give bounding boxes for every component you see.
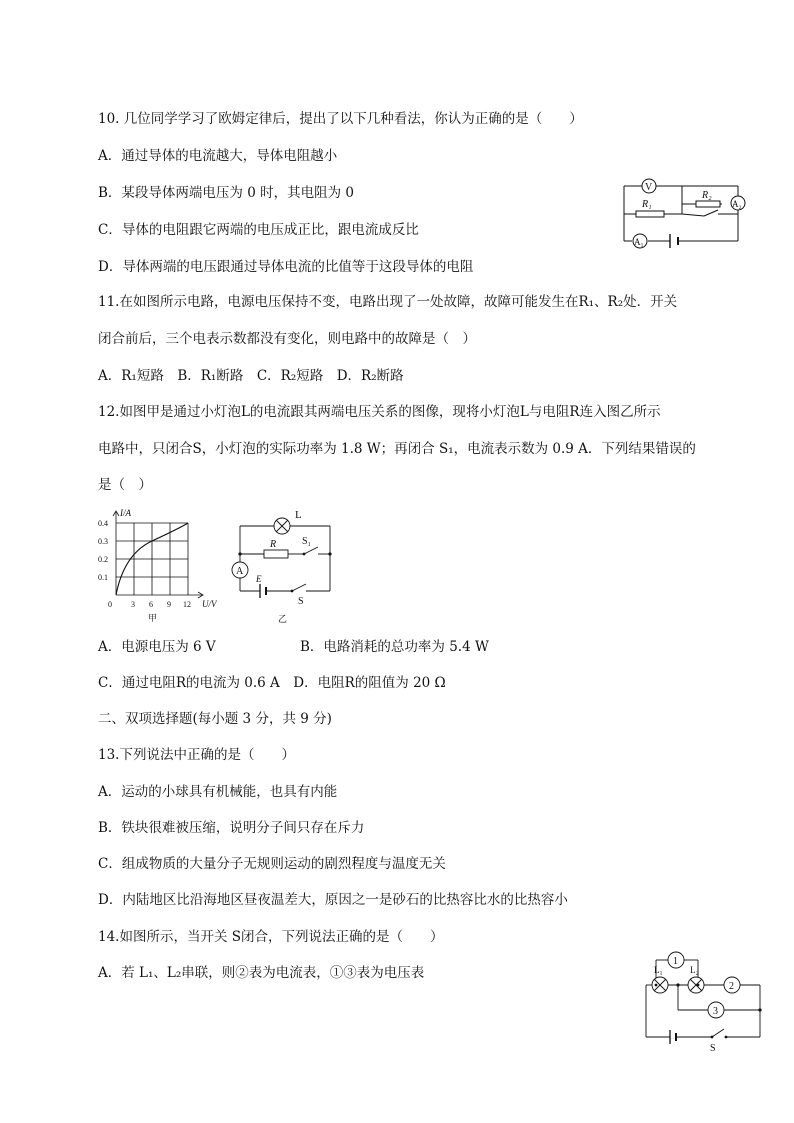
q11-options: A．R₁短路 B．R₁断路 C．R₂短路 D．R₂断路 xyxy=(98,368,404,384)
q10-option-d: D．导体两端的电压跟通过导体电流的比值等于这段导体的电阻 xyxy=(98,259,474,275)
graph-xlabel: U/V xyxy=(202,599,217,609)
q13-option-c: C．组成物质的大量分子无规则运动的剧烈程度与温度无关 xyxy=(98,856,446,872)
ytick: 0.2 xyxy=(98,555,108,564)
xtick: 12 xyxy=(183,600,191,609)
xtick: 0 xyxy=(108,600,112,609)
meter-2-label: 2 xyxy=(729,981,734,992)
q12-stem-line1: 12.如图甲是通过小灯泡L的电流跟其两端电压关系的图像，现将小灯泡L与电阻R连入图乙所示 xyxy=(98,404,661,420)
ammeter-label: A xyxy=(236,566,244,577)
circuit-caption: 乙 xyxy=(278,614,288,624)
q11-stem-line1: 11.在如图所示电路，电源电压保持不变，电路出现了一处故障，故障可能发生在R₁、R₂处．开关 xyxy=(98,294,678,310)
q12-option-a: A．电源电压为 6 V xyxy=(98,639,216,655)
xtick: 3 xyxy=(131,600,135,609)
q14-stem: 14.如图所示，当开关 S闭合，下列说法正确的是（ ） xyxy=(98,929,444,945)
q10-option-b: B．某段导体两端电压为 0 时，其电阻为 0 xyxy=(98,185,354,201)
meter-3-label: 3 xyxy=(713,1006,718,1017)
q13-option-a: A．运动的小球具有机械能，也具有内能 xyxy=(98,784,338,800)
meter-1-label: 1 xyxy=(673,956,678,967)
graph-caption: 甲 xyxy=(148,613,158,623)
switch-label: S xyxy=(298,596,304,607)
q10-option-a: A．通过导体的电流越大，导体电阻越小 xyxy=(98,148,338,164)
q10-option-c: C．导体的电阻跟它两端的电压成正比，跟电流成反比 xyxy=(98,222,419,238)
r1-label: R₁ xyxy=(642,199,652,210)
q12-option-cd: C．通过电阻R的电流为 0.6 A D．电阻R的阻值为 20 Ω xyxy=(98,675,446,691)
q12-stem-line3: 是（ ） xyxy=(98,477,152,493)
q12-circuit-yi xyxy=(222,506,332,626)
q14-circuit-figure xyxy=(636,940,766,1052)
resistor-label: R xyxy=(270,539,277,550)
q11-stem-line2: 闭合前后，三个电表示数都没有变化，则电路中的故障是（ ） xyxy=(98,331,476,347)
q14-option-a: A．若 L₁、L₂串联，则②表为电流表，①③表为电压表 xyxy=(98,965,425,981)
q12-stem-line2: 电路中，只闭合S，小灯泡的实际功率为 1.8 W；再闭合 S₁，电流表示数为 0.9 A．下列结果错误的 xyxy=(98,441,696,457)
lamp-label: L xyxy=(295,509,302,521)
q13-option-d: D．内陆地区比沿海地区昼夜温差大，原因之一是砂石的比热容比水的比热容小 xyxy=(98,892,568,908)
q11-circuit-figure xyxy=(614,176,754,256)
ytick: 0.3 xyxy=(98,537,108,546)
q12-graph-jia xyxy=(92,508,217,626)
q13-stem: 13.下列说法中正确的是（ ） xyxy=(98,747,295,763)
switch1-label: S₁ xyxy=(302,536,312,547)
battery-label: E xyxy=(256,574,262,584)
ytick: 0.1 xyxy=(98,573,108,582)
l1-label: L₁ xyxy=(654,965,663,975)
graph-ylabel: I/A xyxy=(120,508,131,518)
xtick: 6 xyxy=(149,600,153,609)
ytick: 0.4 xyxy=(98,519,108,528)
section2-title: 二、双项选择题(每小题 3 分，共 9 分) xyxy=(98,711,332,727)
q10-stem: 10. 几位同学学习了欧姆定律后，提出了以下几种看法，你认为正确的是（ ） xyxy=(98,111,583,127)
xtick: 9 xyxy=(167,600,171,609)
q13-option-b: B．铁块很难被压缩，说明分子间只存在斥力 xyxy=(98,820,365,836)
switch-s-label: S xyxy=(710,1043,716,1052)
q12-option-b: B．电路消耗的总功率为 5.4 W xyxy=(300,639,489,655)
meter-a2-label: A₂ xyxy=(732,199,742,209)
r2-label: R₂ xyxy=(702,190,712,201)
meter-a1-label: A₁ xyxy=(634,237,644,247)
l2-label: L₂ xyxy=(690,965,699,975)
meter-v-label: V xyxy=(645,182,653,193)
